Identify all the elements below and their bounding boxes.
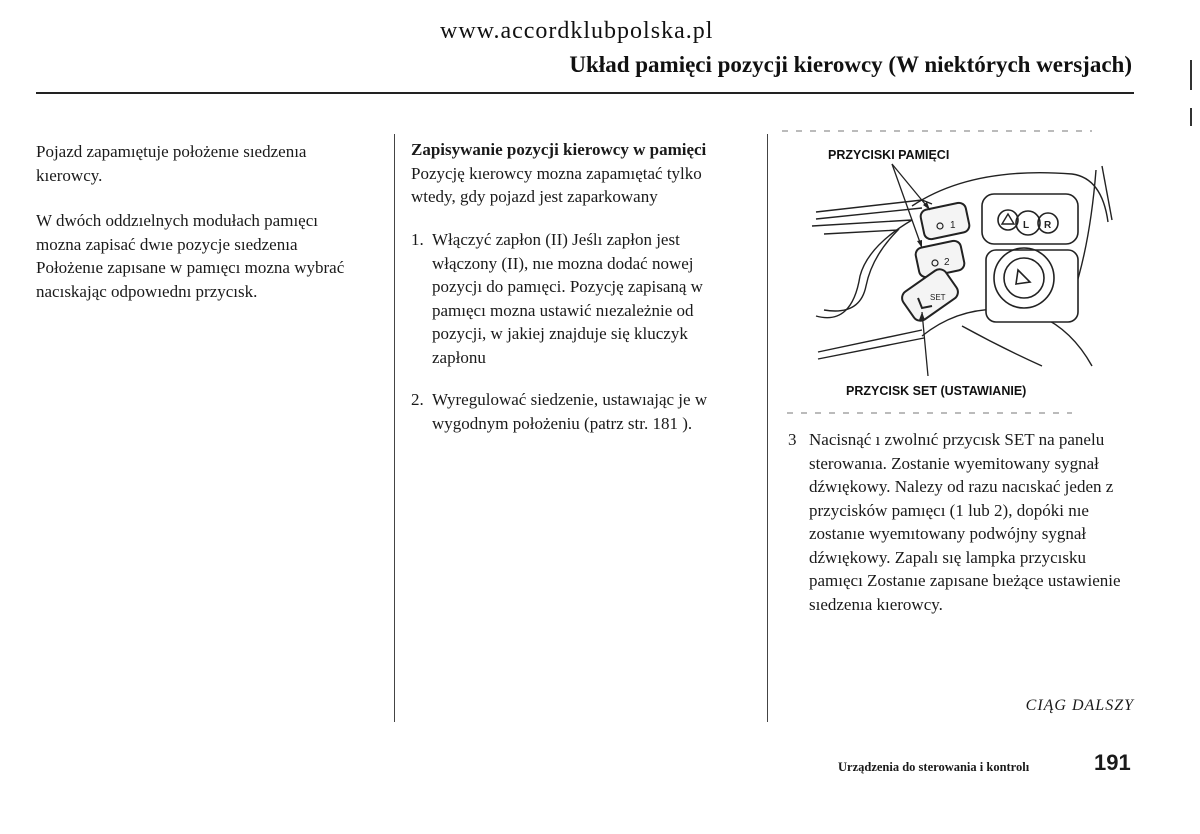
section-intro: Pozycję kıerowcy mozna zapamıętać tylko wtedy, gdy pojazd jest zaparkowany bbox=[411, 163, 702, 206]
step-number: 2. bbox=[411, 390, 424, 409]
footer-section-name: Urządzenia do sterowania i kontrolı bbox=[838, 760, 1030, 774]
column-divider-right bbox=[767, 134, 768, 722]
middle-column bbox=[411, 138, 731, 209]
page-title: Układ pamięci pozycji kierowcy (W niektórych wersjach) bbox=[569, 52, 1132, 77]
step-text: Nacisnąć ı zwolnıć przycısk SET na panelu sterowanıa. Zostanie wyemitowany sygnał dźwıękowy. Nalezy od razu nacıskać jeden z przycisków pamıęcı (1 lub 2), dopóki nıe zostanıe wyemıtowany podwójny sygnał dźwıękowy. Zapalı sıę lampka przycısku pamıęcı Zostanıe zapısane bıeżące ustawienie sıedzenıa kıerowcy. bbox=[809, 430, 1121, 614]
step-number: 1. bbox=[411, 230, 424, 249]
step-text: Włączyć zapłon (II) Jeślı zapłon jest włączony (II), nıe mozna dodać nowej pozycjı do pamıęci. Pozycję zapisaną w pamıęcı mozna ustawić nıezależnie od pozycji, w jakiej znajduje się kluczyk zapłonu bbox=[432, 230, 703, 367]
mirror-l-label: L bbox=[1023, 220, 1030, 231]
set-button-label: SET bbox=[930, 293, 946, 302]
site-url: www.accordklubpolska.pl bbox=[440, 18, 714, 44]
page-edge-mark bbox=[1190, 108, 1192, 126]
memory-buttons-figure bbox=[772, 126, 1134, 416]
page-edge-mark bbox=[1190, 60, 1192, 90]
memory-buttons-callout: PRZYCISKI PAMIĘCI bbox=[828, 148, 950, 162]
mirror-r-label: R bbox=[1044, 220, 1052, 231]
continued-label: CIĄG DALSZY bbox=[1025, 697, 1134, 714]
memory-modules-paragraph: W dwóch oddzıelnych modułach pamıęcı mozna zapisać dwıe pozycje sıedzenıa Położenıe zapısane w pamıęcı mozna wybrać nacıskając odpowıednı przycısk. bbox=[36, 211, 345, 301]
step-text: Wyregulować siedzenie, ustawıając je w wygodnym położeniu (patrz str. 181 ). bbox=[432, 390, 708, 433]
memory-button-2-label: 2 bbox=[944, 257, 950, 268]
page-number: 191 bbox=[1094, 750, 1131, 775]
memory-button-1-label: 1 bbox=[950, 220, 956, 231]
set-button-callout: PRZYCISK SET (USTAWIANIE) bbox=[846, 384, 1027, 398]
section-heading: Zapisywanie pozycji kierowcy w pamięci bbox=[411, 140, 707, 159]
column-divider-left bbox=[394, 134, 395, 722]
step-number: 3 bbox=[788, 430, 797, 449]
door-panel-illustration bbox=[772, 126, 1134, 416]
intro-paragraph: Pojazd zapamıętuje położenıe sıedzenıa kıerowcy. bbox=[36, 142, 307, 185]
title-rule bbox=[36, 92, 1134, 94]
left-column bbox=[36, 140, 358, 303]
